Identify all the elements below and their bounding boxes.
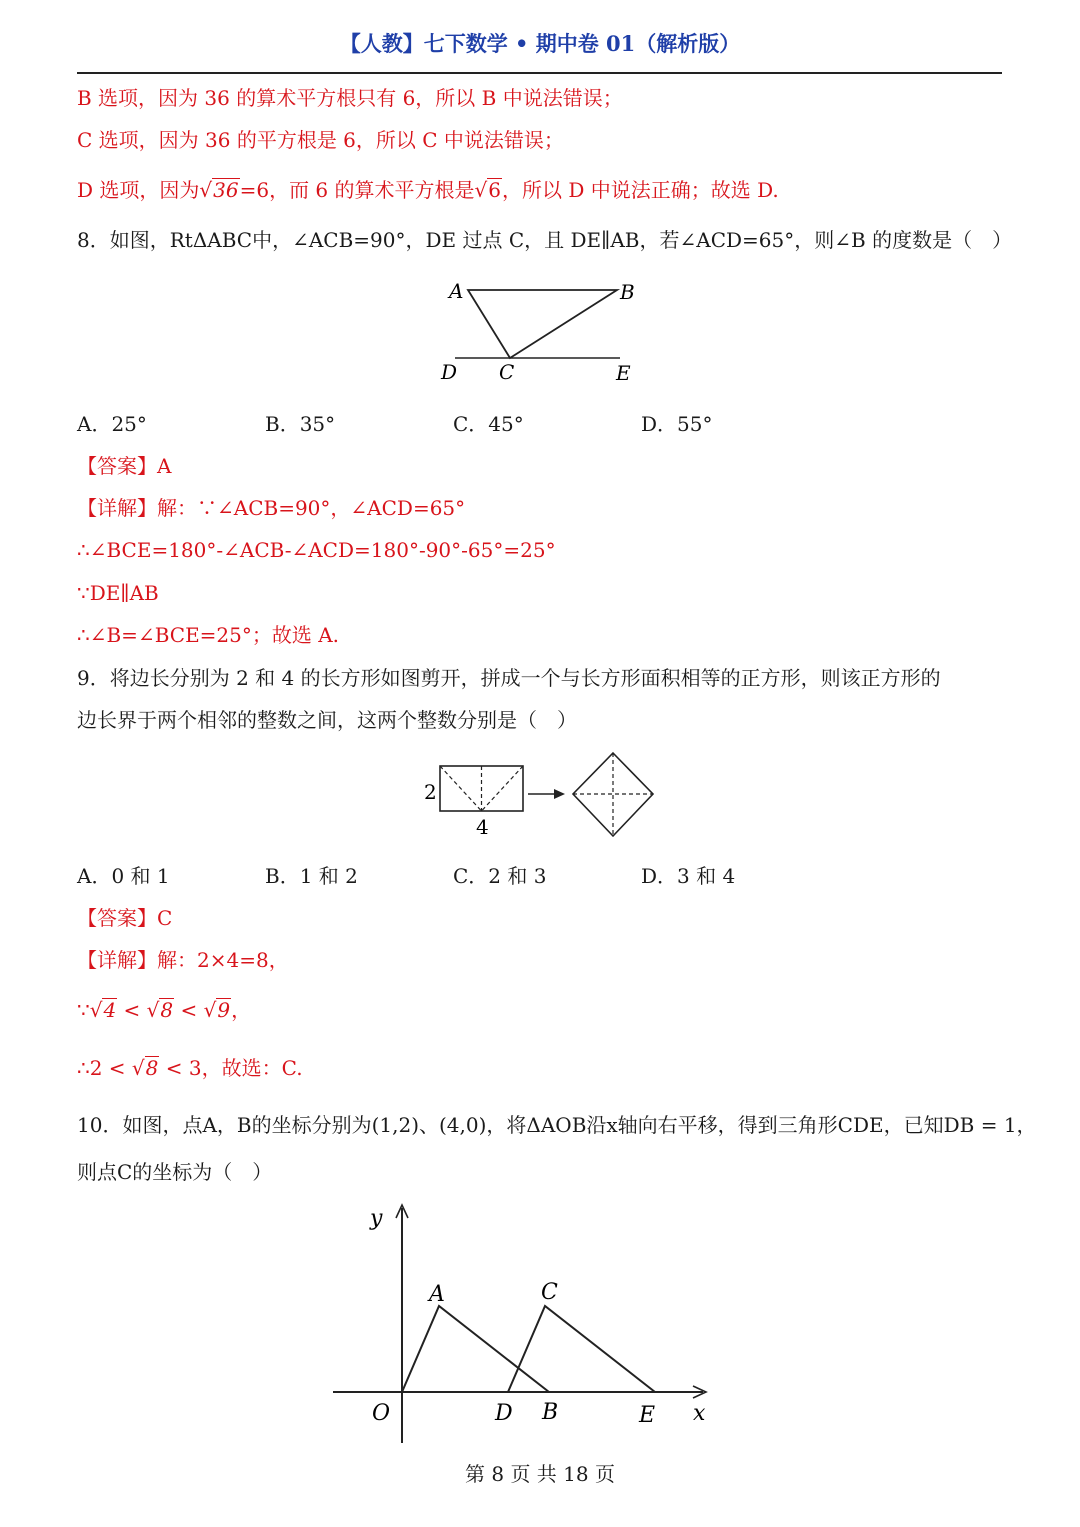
q10-triangle-cde xyxy=(508,1306,655,1392)
q9-detail-2 xyxy=(77,996,251,1024)
q8-option-b: B．35° xyxy=(265,412,336,436)
q7-d-radicand-1: 36 xyxy=(213,178,239,202)
q8-figure xyxy=(430,272,650,390)
q9-arrow-head xyxy=(554,789,565,799)
q9-stem-line-1: 9．将边长分别为 2 和 4 的长方形如图剪开，拼成一个与长方形面积相等的正方形，则该正方形的 xyxy=(77,666,941,690)
q9-detail-1: 【详解】解：2×4=8， xyxy=(77,948,289,972)
q7-option-c-explanation: C 选项，因为 36 的平方根是 6，所以 C 中说法错误； xyxy=(77,128,564,152)
q9-answer: 【答案】C xyxy=(77,906,173,930)
header-divider xyxy=(77,72,1002,74)
q10-label-x: x xyxy=(693,1401,706,1426)
page-footer: 第 8 页 共 18 页 xyxy=(465,1462,615,1486)
q10-label-a: A xyxy=(429,1282,445,1307)
q8-option-c: C．45° xyxy=(453,412,524,436)
q10-stem-line-2: 则点C的坐标为（ ） xyxy=(77,1160,273,1184)
q9-option-d: D．3 和 4 xyxy=(641,864,736,888)
q8-detail-3: ∵DE∥AB xyxy=(77,581,159,605)
q9-cut-line-right xyxy=(482,766,524,811)
q8-label-b: B xyxy=(620,280,635,304)
q7-option-b-explanation: B 选项，因为 36 的算术平方根只有 6，所以 B 中说法错误； xyxy=(77,86,623,110)
q8-triangle-abc xyxy=(468,290,617,358)
q9-option-a: A．0 和 1 xyxy=(77,864,170,888)
q7-d-text-3: ，所以 D 中说法正确；故选 D. xyxy=(502,178,779,202)
q8-detail-4: ∴∠B=∠BCE=25°；故选 A. xyxy=(77,623,340,647)
q9-detail-2-text-4: ， xyxy=(231,998,252,1022)
q9-option-b: B．1 和 2 xyxy=(265,864,358,888)
q7-d-text-1: D 选项，因为√ xyxy=(77,178,213,202)
q9-label-short-side: 2 xyxy=(424,780,437,804)
q10-label-y: y xyxy=(370,1206,383,1231)
q10-label-c: C xyxy=(541,1280,558,1305)
q8-label-d: D xyxy=(441,360,458,384)
q9-stem-line-2: 边长界于两个相邻的整数之间，这两个整数分别是（ ） xyxy=(77,708,577,732)
q9-cut-line-left xyxy=(440,766,482,811)
q9-option-c: C．2 和 3 xyxy=(453,864,547,888)
q8-label-a: A xyxy=(449,279,464,303)
q8-stem: 8．如图，RtΔABC中，∠ACB=90°，DE 过点 C，且 DE∥AB，若∠ACD=65°，则∠B 的度数是（ ） xyxy=(77,228,1013,252)
page-header: 【人教】七下数学 • 期中卷 01（解析版） xyxy=(339,31,741,56)
q9-detail-3-radicand: 8 xyxy=(145,1056,159,1080)
q9-detail-2-text-1: ∵√ xyxy=(77,998,103,1022)
q10-label-d: D xyxy=(495,1401,513,1426)
q9-figure xyxy=(415,748,665,843)
q10-label-o: O xyxy=(372,1401,391,1426)
q8-answer: 【答案】A xyxy=(77,454,172,478)
q8-detail-2: ∴∠BCE=180°-∠ACB-∠ACD=180°-90°-65°=25° xyxy=(77,538,556,562)
q9-detail-2-text-2: < √ xyxy=(117,998,160,1022)
q9-detail-3-text-1: ∴2 < √ xyxy=(77,1056,145,1080)
q9-detail-2-radicand-2: 8 xyxy=(160,998,174,1022)
q7-option-d-explanation xyxy=(77,176,779,204)
q7-d-radicand-2: 6 xyxy=(488,178,501,202)
q8-label-c: C xyxy=(499,360,515,384)
q8-label-e: E xyxy=(616,361,631,385)
q8-option-d: D．55° xyxy=(641,412,713,436)
q9-detail-3-text-2: < 3，故选：C. xyxy=(159,1056,303,1080)
q9-label-long-side: 4 xyxy=(476,815,489,839)
q8-option-a: A．25° xyxy=(77,412,147,436)
q10-label-b: B xyxy=(542,1400,559,1425)
q9-detail-2-text-3: < √ xyxy=(174,998,217,1022)
q10-figure xyxy=(325,1200,725,1450)
q10-stem-line-1: 10．如图，点A，B的坐标分别为(1,2)、(4,0)，将ΔAOB沿x轴向右平移，得到三角形CDE，已知DB = 1， xyxy=(77,1113,1037,1137)
q9-detail-2-radicand-3: 9 xyxy=(217,998,231,1022)
q9-detail-3 xyxy=(77,1054,303,1082)
q7-d-text-2: =6，而 6 的算术平方根是√ xyxy=(239,178,488,202)
q10-label-e: E xyxy=(639,1403,656,1428)
q9-detail-2-radicand-1: 4 xyxy=(103,998,117,1022)
q8-detail-1: 【详解】解：∵∠ACB=90°，∠ACD=65° xyxy=(77,496,466,520)
